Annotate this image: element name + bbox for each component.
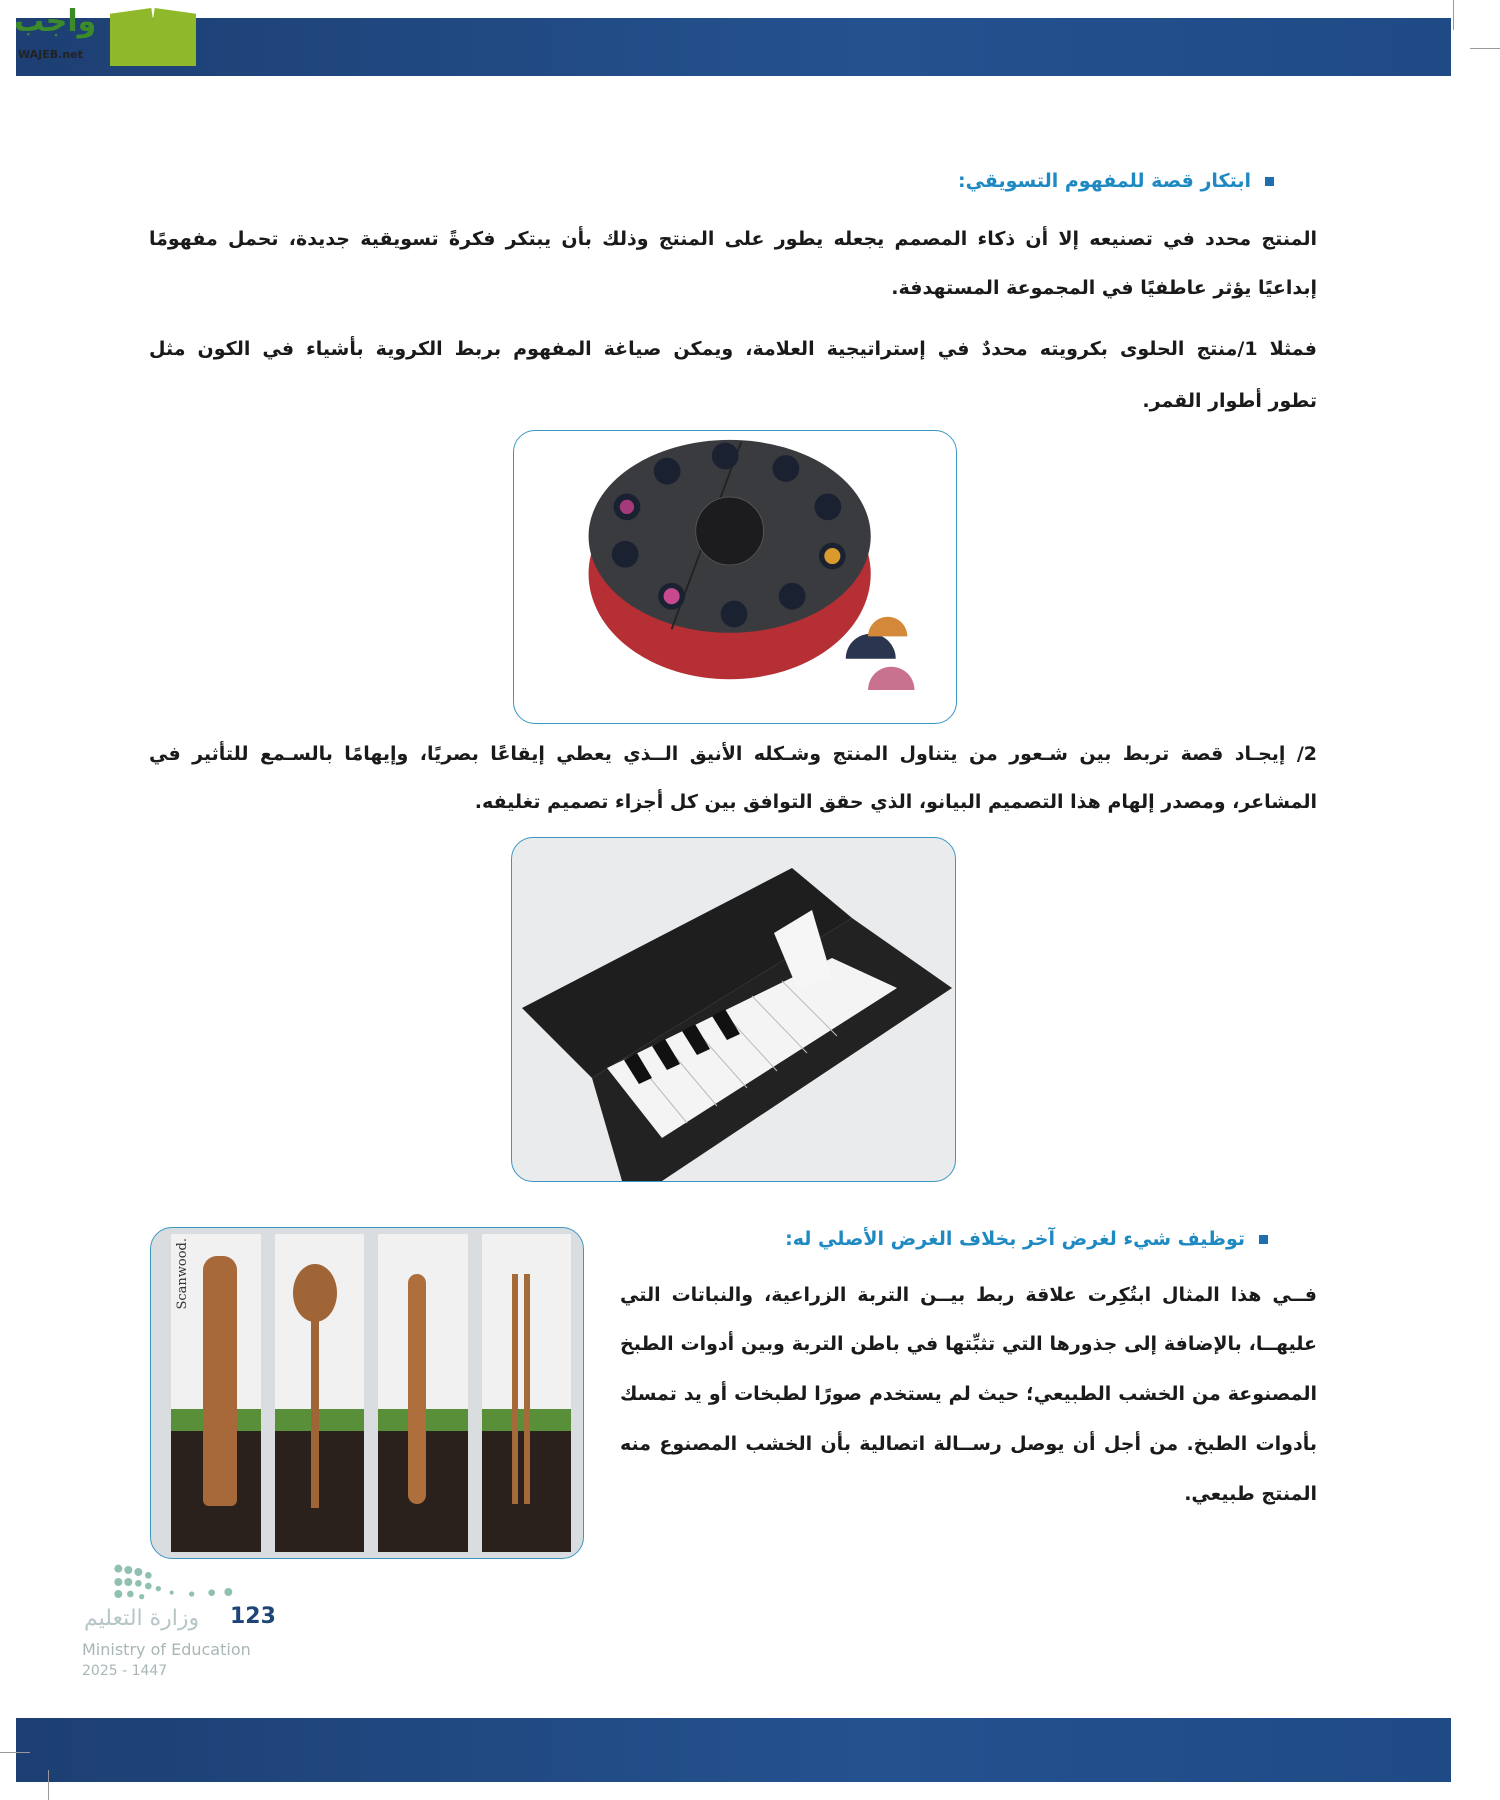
watermark-logo: واجب WAJEB.net bbox=[10, 2, 190, 72]
paragraph-line: بأدوات الطبخ. من أجل أن يوصل رســالة اتصالية بأن الخشب المصنوع منه bbox=[620, 1433, 1317, 1455]
chocolate-box-image bbox=[513, 430, 957, 724]
ministry-logo: 123 وزارة التعليم Ministry of Education 2025 - 1447 bbox=[80, 1562, 300, 1718]
crop-mark bbox=[1453, 0, 1454, 30]
page-number: 123 bbox=[230, 1604, 276, 1629]
paragraph-line: فمثلا 1/منتج الحلوى بكرويته محددٌ في إستراتيجية العلامة، ويمكن صياغة المفهوم بربط الكروية بأشياء في الكون مثل bbox=[149, 338, 1317, 360]
footer-bar bbox=[16, 1718, 1451, 1782]
wooden-utensils-image bbox=[150, 1227, 584, 1559]
paragraph-line: 2/ إيجـاد قصة تربط بين شـعور من يتناول المنتج وشـكله الأنيق الــذي يعطي إيقاعًا بصريًا، وإيهامًا بالسـمع للتأثير في bbox=[149, 743, 1317, 765]
paragraph-line: فــي هذا المثال ابتُكِرت علاقة ربط بيــن التربة الزراعية، والنباتات التي bbox=[620, 1284, 1317, 1306]
paragraph-line: عليهــا، بالإضافة إلى جذورها التي تثبِّتها في باطن التربة وبين أدوات الطبخ bbox=[620, 1333, 1317, 1355]
paragraph-line: المصنوعة من الخشب الطبيعي؛ حيث لم يستخدم صورًا لطبخات أو يد تمسك bbox=[620, 1383, 1317, 1405]
paragraph-line: تطور أطوار القمر. bbox=[1142, 390, 1317, 412]
utensil-card: Scanwood. bbox=[171, 1234, 261, 1552]
utensil-card bbox=[482, 1234, 572, 1552]
dots-emblem-icon bbox=[80, 1562, 270, 1602]
utensil-card bbox=[275, 1234, 365, 1552]
header-bar bbox=[16, 18, 1451, 76]
crop-mark bbox=[48, 1770, 49, 1800]
paragraph-line: المنتج طبيعي. bbox=[1184, 1483, 1317, 1505]
piano-box-image bbox=[511, 837, 956, 1182]
section-heading: توظيف شيء لغرض آخر بخلاف الغرض الأصلي له: bbox=[785, 1226, 1268, 1252]
utensil-card bbox=[378, 1234, 468, 1552]
paragraph-line: إبداعيًا يؤثر عاطفيًا في المجموعة المستهدفة. bbox=[891, 277, 1317, 299]
paragraph-line: المشاعر، ومصدر إلهام هذا التصميم البيانو، الذي حقق التوافق بين كل أجزاء تصميم تغليفه. bbox=[474, 791, 1317, 813]
crop-mark bbox=[1470, 48, 1500, 49]
paragraph-line: المنتج محدد في تصنيعه إلا أن ذكاء المصمم يجعله يطور على المنتج وذلك بأن يبتكر فكرةً تسويقية جديدة، تحمل مفهومًا bbox=[149, 228, 1317, 250]
section-heading: ابتكار قصة للمفهوم التسويقي: bbox=[958, 168, 1274, 194]
crop-mark bbox=[0, 1752, 30, 1753]
bullet-square-icon bbox=[1265, 177, 1274, 186]
bullet-square-icon bbox=[1259, 1235, 1268, 1244]
book-icon bbox=[110, 8, 196, 66]
